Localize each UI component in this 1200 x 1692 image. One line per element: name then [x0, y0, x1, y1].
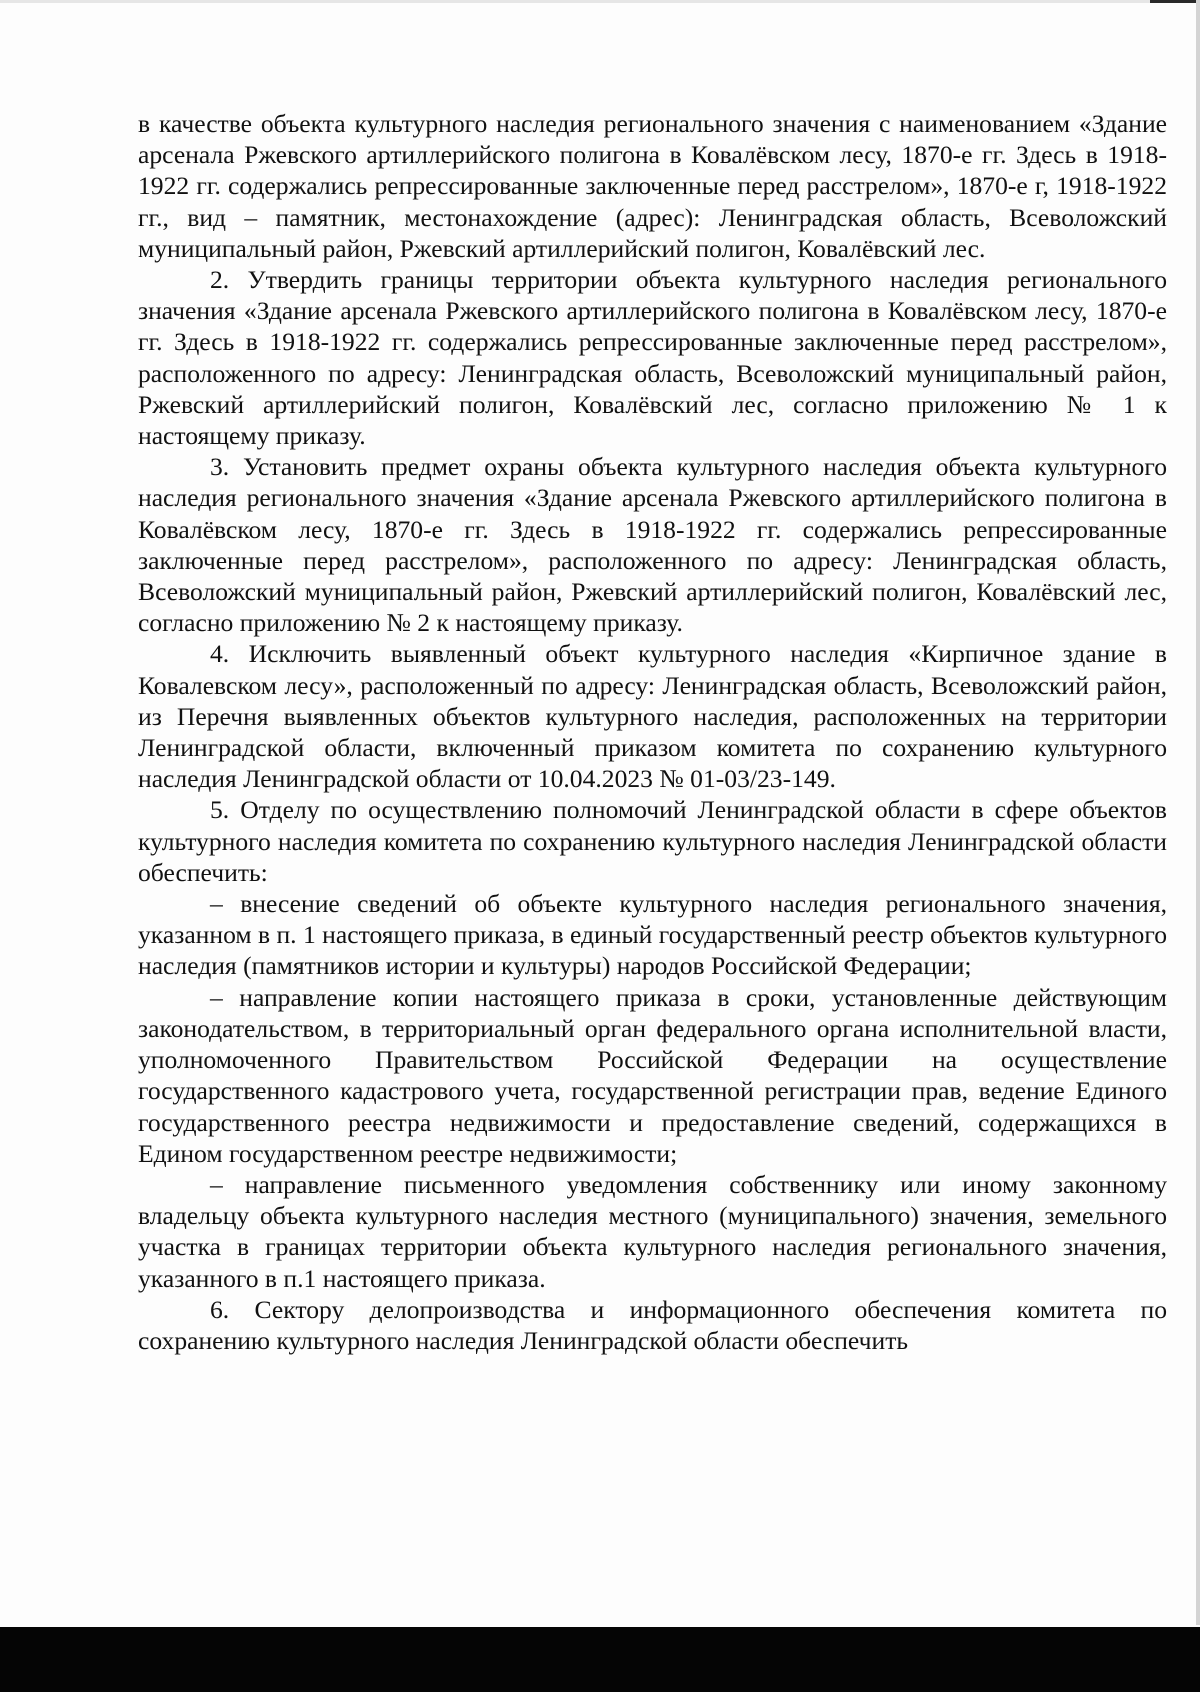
item-5-bullet-copy: – направление копии настоящего приказа в сроки, установленные действующим законодательством, в территориальный орган федерального органа исполнительной власти, уполномоченного Правительством Российской Федерации на осуществление государственного кадастрового учета, государственной регистрации прав, ведение Единого государственного реестра недвижимости и предоставление сведений, содержащихся в Едином государственном реестре недвижимости;: [138, 982, 1167, 1168]
item-5-bullet-registry: – внесение сведений об объекте культурного наследия регионального значения, указанном в п. 1 настоящего приказа, в единый государственный реестр объектов культурного наследия (памятников истории и культуры) народов Российской Федерации;: [138, 889, 1167, 981]
scan-right-edge: [1196, 0, 1200, 1625]
item-2-paragraph: 2. Утвердить границы территории объекта культурного наследия регионального значения «Здание арсенала Ржевского артиллерийского полигона в Ковалёвском лесу, 1870-е гг. Здесь в 1918-1922 гг. содержались репрессированные заключенные перед расстрелом», расположенного по адресу: Ленинградская область, Всеволожский муниципальный район, Ржевский артиллерийский полигон, Ковалёвский лес, согласно приложению № 1 к настоящему приказу.: [138, 265, 1167, 451]
item-5-paragraph: 5. Отделу по осуществлению полномочий Ленинградской области в сфере объектов культурного наследия комитета по сохранению культурного наследия Ленинградской области обеспечить:: [138, 795, 1167, 887]
item-6-paragraph: 6. Сектору делопроизводства и информационного обеспечения комитета по сохранению культурного наследия Ленинградской области обеспечить: [138, 1294, 1167, 1355]
item-5-bullet-notice: – направление письменного уведомления собственнику или иному законному владельцу объекта культурного наследия местного (муниципального) значения, земельного участка в границах территории объекта культурного наследия регионального значения, указанного в п.1 настоящего приказа.: [138, 1169, 1167, 1293]
item-3-paragraph: 3. Установить предмет охраны объекта культурного наследия объекта культурного наследия регионального значения «Здание арсенала Ржевского артиллерийского полигона в Ковалёвском лесу, 1870-е гг. Здесь в 1918-1922 гг. содержались репрессированные заключенные перед расстрелом», расположенного по адресу: Ленинградская область, Всеволожский муниципальный район, Ржевский артиллерийский полигон, Ковалёвский лес, согласно приложению № 2 к настоящему приказу.: [138, 452, 1167, 638]
intro-paragraph: в качестве объекта культурного наследия регионального значения с наименованием «Здание арсенала Ржевского артиллерийского полигона в Ковалёвском лесу, 1870-е гг. Здесь в 1918-1922 гг. содержались репрессированные заключенные перед расстрелом», 1870-е г, 1918-1922 гг., вид – памятник, местонахождение (адрес): Ленинградская область, Всеволожский муниципальный район, Ржевский артиллерийский полигон, Ковалёвский лес.: [138, 109, 1167, 263]
item-4-paragraph: 4. Исключить выявленный объект культурного наследия «Кирпичное здание в Ковалевском лесу», расположенный по адресу: Ленинградская область, Всеволожский район, из Перечня выявленных объектов культурного наследия, расположенных на территории Ленинградской области, включенный приказом комитета по сохранению культурного наследия Ленинградской области от 10.04.2023 № 01-03/23-149.: [138, 639, 1167, 794]
scan-top-edge: [0, 0, 1200, 3]
scan-bottom-border: [0, 1627, 1200, 1692]
document-body: [138, 108, 1167, 1356]
scan-top-corner-shadow: [1150, 0, 1200, 3]
